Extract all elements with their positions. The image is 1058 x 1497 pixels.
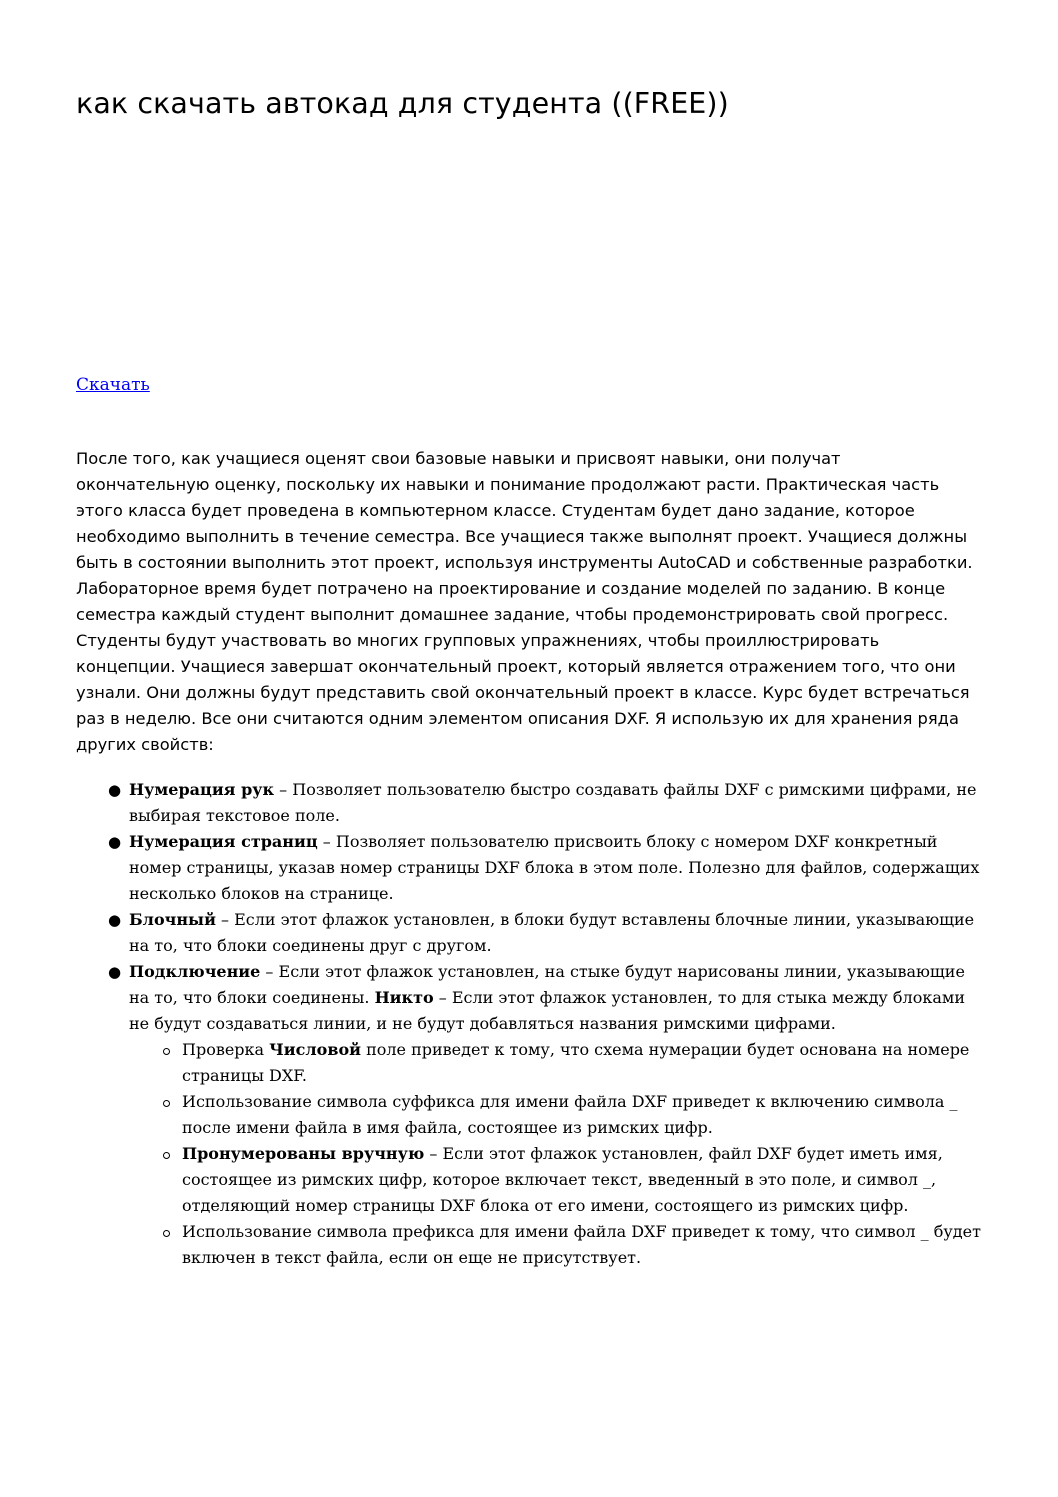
sub-list-item [182, 1141, 986, 1219]
bullet-icon: ● [108, 781, 122, 799]
bullet-icon: ● [108, 833, 122, 851]
list-item-text: – Если этот флажок установлен, на стыке будут нарисованы линии, указывающие на то, что блоки соединены. [129, 962, 965, 1007]
list-item [108, 777, 986, 829]
list-item-term: Никто [374, 988, 434, 1007]
intro-paragraph: После того, как учащиеся оценят свои базовые навыки и присвоят навыки, они получат окончательную оценку, поскольку их навыки и понимание продолжают расти. Практическая часть этого класса будет проведена в компьютерном классе. Студентам будет дано задание, которое необходимо выполнить в течение семестра. Все учащиеся также выполнят проект. Учащиеся должны быть в состоянии выполнить этот проект, используя инструменты AutoCAD и собственные разработки. Лабораторное время будет потрачено на проектирование и создание моделей по заданию. В конце семестра каждый студент выполнит домашнее задание, чтобы продемонстрировать свой прогресс. Студенты будут участвовать во многих групповых упражнениях, чтобы проиллюстрировать концепции. Учащиеся завершат окончательный проект, который является отражением того, что они узнали. Они должны будут представить свой окончательный проект в классе. Курс будет встречаться раз в неделю. Все они считаются одним элементом описания DXF. Я использую их для хранения ряда других свойств: [76, 449, 973, 754]
sub-list [129, 1037, 986, 1271]
sub-list-item [182, 1037, 986, 1089]
circle-bullet-icon [163, 1152, 170, 1159]
sub-list-item-text: поле приведет к тому, что схема нумерации будет основана на номере страницы DXF. [182, 1040, 970, 1085]
list-item-text: – Если этот флажок установлен, в блоки будут вставлены блочные линии, указывающие на то, что блоки соединены друг с другом. [129, 910, 975, 955]
bullet-icon: ● [108, 963, 122, 981]
list-item-term: Нумерация рук [129, 780, 275, 799]
list-item-text: – Позволяет пользователю быстро создавать файлы DXF с римскими цифрами, не выбирая текстовое поле. [129, 780, 977, 825]
download-link[interactable]: Скачать [76, 375, 150, 395]
sub-list-item-prefix: Проверка [182, 1040, 270, 1059]
circle-bullet-icon [163, 1230, 170, 1237]
list-item-term: Блочный [129, 910, 216, 929]
list-item-term: Подключение [129, 962, 261, 981]
sub-list-item [182, 1089, 986, 1141]
list-item-text: – Позволяет пользователю присвоить блоку с номером DXF конкретный номер страницы, указав номер страницы DXF блока в этом поле. Полезно для файлов, содержащих несколько блоков на странице. [129, 832, 980, 903]
circle-bullet-icon [163, 1048, 170, 1055]
circle-bullet-icon [163, 1100, 170, 1107]
sub-list-item-text: Использование символа суффикса для имени файла DXF приведет к включению символа _ после имени файла в имя файла, состоящее из римских цифр. [182, 1092, 958, 1137]
properties-list [76, 777, 986, 1271]
sub-list-item-text: Использование символа префикса для имени файла DXF приведет к тому, что символ _ будет включен в текст файла, если он еще не присутствует. [182, 1222, 981, 1267]
list-item [108, 829, 986, 907]
sub-list-item-term: Пронумерованы вручную [182, 1144, 425, 1163]
sub-list-item-text: – Если этот флажок установлен, файл DXF будет иметь имя, состоящее из римских цифр, которое включает текст, введенный в это поле, и символ _, отделяющий номер страницы DXF блока от его имени, состоящего из римских цифр. [182, 1144, 943, 1215]
list-item-term: Нумерация страниц [129, 832, 318, 851]
bullet-icon: ● [108, 911, 122, 929]
sub-list-item [182, 1219, 986, 1271]
list-item [108, 959, 986, 1271]
page-title: как скачать автокад для студента ((FREE)) [76, 87, 729, 120]
list-item [108, 907, 986, 959]
sub-list-item-term: Числовой [269, 1040, 361, 1059]
list-item-text: – Если этот флажок установлен, то для стыка между блоками не будут создаваться линии, и не будут добавляться названия римскими цифрами. [129, 988, 965, 1033]
